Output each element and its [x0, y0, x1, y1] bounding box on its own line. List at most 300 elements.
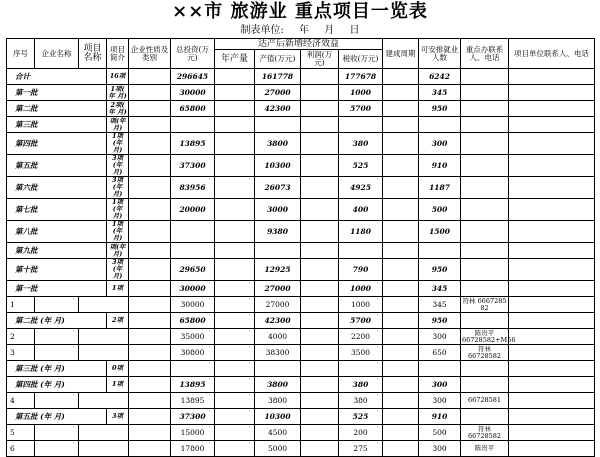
cell-contact-key — [461, 155, 509, 177]
cell-company — [35, 345, 79, 361]
cell-investment: 30000 — [171, 85, 215, 101]
cell-annual-output — [215, 313, 255, 329]
cell-output-value: 5000 — [255, 441, 301, 457]
cell-tax: 1000 — [339, 281, 383, 297]
cell-label: 第四批 — [7, 133, 107, 155]
cell-annual-output — [215, 361, 255, 377]
col-jobs: 可安排就业人数 — [419, 39, 461, 69]
cell-period — [383, 199, 419, 221]
cell-contact-key — [461, 85, 509, 101]
cell-investment: 13895 — [171, 393, 215, 409]
cell-period — [383, 101, 419, 117]
cell-tax — [339, 243, 383, 259]
cell-contact-key — [461, 377, 509, 393]
cell-intro: 1项(年 月) — [107, 133, 129, 155]
cell-contact-proj — [509, 281, 595, 297]
cell-profit — [301, 281, 339, 297]
cell-contact-key — [461, 133, 509, 155]
cell-jobs: 500 — [419, 199, 461, 221]
table-row — [7, 133, 595, 155]
cell-profit — [301, 409, 339, 425]
cell-contact-key: 陈贵平 — [461, 441, 509, 457]
cell-jobs: 345 — [419, 297, 461, 313]
cell-tax: 177678 — [339, 69, 383, 85]
cell-period — [383, 425, 419, 441]
cell-company — [35, 425, 79, 441]
cell-output-value: 12925 — [255, 259, 301, 281]
cell-investment: 37300 — [171, 155, 215, 177]
cell-period — [383, 221, 419, 243]
cell-label: 第二批 (年 月) — [7, 313, 107, 329]
cell-seq: 6 — [7, 441, 35, 457]
col-profit: 利润(万元) — [301, 50, 339, 69]
cell-annual-output — [215, 155, 255, 177]
cell-project — [79, 297, 129, 313]
cell-period — [383, 361, 419, 377]
cell-label: 第六批 — [7, 177, 107, 199]
cell-contact-key — [461, 281, 509, 297]
cell-seq: 5 — [7, 425, 35, 441]
cell-label: 第五批 (年 月) — [7, 409, 107, 425]
cell-label: 第十批 — [7, 259, 107, 281]
cell-contact-proj — [509, 259, 595, 281]
cell-jobs: 345 — [419, 85, 461, 101]
cell-profit — [301, 441, 339, 457]
cell-contact-key — [461, 409, 509, 425]
cell-jobs — [419, 243, 461, 259]
cell-intro: 1项 — [107, 377, 129, 393]
cell-intro: 0项 — [107, 361, 129, 377]
cell-profit — [301, 155, 339, 177]
cell-contact-key: 66728581 — [461, 393, 509, 409]
cell-tax: 1000 — [339, 85, 383, 101]
cell-output-value: 4000 — [255, 329, 301, 345]
cell-tax: 200 — [339, 425, 383, 441]
cell-tax: 5700 — [339, 101, 383, 117]
cell-period — [383, 313, 419, 329]
cell-tax: 380 — [339, 133, 383, 155]
cell-profit — [301, 377, 339, 393]
cell-nature — [129, 329, 171, 345]
cell-nature — [129, 361, 171, 377]
page-title: ××市 旅游业 重点项目一览表 — [172, 1, 428, 22]
cell-nature — [129, 85, 171, 101]
cell-annual-output — [215, 393, 255, 409]
cell-investment: 65800 — [171, 101, 215, 117]
cell-nature — [129, 117, 171, 133]
cell-profit — [301, 117, 339, 133]
cell-seq: 3 — [7, 345, 35, 361]
cell-jobs: 650 — [419, 345, 461, 361]
cell-intro: 2项( 年 月) — [108, 100, 127, 116]
table-row — [7, 69, 595, 85]
cell-tax: 525 — [339, 409, 383, 425]
table-row — [7, 377, 595, 393]
cell-tax: 400 — [339, 199, 383, 221]
cell-contact-key — [461, 313, 509, 329]
cell-output-value: 4500 — [255, 425, 301, 441]
cell-contact-key — [461, 117, 509, 133]
cell-contact-key — [461, 101, 509, 117]
cell-profit — [301, 297, 339, 313]
cell-intro: 1项 — [107, 281, 129, 297]
cell-period — [383, 345, 419, 361]
cell-company — [35, 297, 79, 313]
cell-period — [383, 155, 419, 177]
table-row — [7, 101, 595, 117]
cell-label: 第九批 — [7, 243, 107, 259]
cell-period — [383, 85, 419, 101]
col-period: 建成周期 — [383, 39, 419, 69]
cell-profit — [301, 313, 339, 329]
cell-tax — [339, 117, 383, 133]
cell-output-value: 38300 — [255, 345, 301, 361]
cell-output-value — [255, 243, 301, 259]
cell-annual-output — [215, 345, 255, 361]
cell-output-value: 27000 — [255, 281, 301, 297]
cell-contact-proj — [509, 243, 595, 259]
col-project: 项目名称 — [79, 39, 107, 69]
cell-investment: 65800 — [171, 313, 215, 329]
cell-nature — [129, 441, 171, 457]
cell-jobs: 1187 — [419, 177, 461, 199]
cell-tax: 275 — [339, 441, 383, 457]
cell-output-value — [255, 117, 301, 133]
cell-jobs: 300 — [419, 329, 461, 345]
table-body — [7, 69, 595, 457]
cell-nature — [129, 221, 171, 243]
cell-label: 第八批 — [7, 221, 107, 243]
cell-project — [79, 425, 129, 441]
cell-period — [383, 329, 419, 345]
cell-intro: 项(年 月) — [107, 117, 129, 133]
col-output-value: 产值(万元) — [255, 50, 301, 69]
cell-profit — [301, 85, 339, 101]
cell-investment: 13895 — [171, 377, 215, 393]
table-row — [7, 243, 595, 259]
cell-contact-key — [461, 361, 509, 377]
cell-tax: 5700 — [339, 313, 383, 329]
cell-contact-proj — [509, 69, 595, 85]
cell-period — [383, 409, 419, 425]
cell-jobs: 1500 — [419, 221, 461, 243]
table-row — [7, 199, 595, 221]
cell-tax: 1000 — [339, 297, 383, 313]
table-row — [7, 177, 595, 199]
cell-contact-proj — [509, 393, 595, 409]
cell-investment: 30000 — [171, 281, 215, 297]
cell-output-value: 10300 — [255, 155, 301, 177]
cell-jobs: 950 — [419, 313, 461, 329]
cell-output-value: 161778 — [255, 69, 301, 85]
cell-jobs: 950 — [419, 259, 461, 281]
cell-annual-output — [215, 259, 255, 281]
cell-contact-proj — [509, 313, 595, 329]
cell-investment: 13895 — [171, 133, 215, 155]
cell-investment: 15000 — [171, 425, 215, 441]
cell-investment: 37300 — [171, 409, 215, 425]
cell-seq: 2 — [7, 329, 35, 345]
table-row — [7, 345, 595, 361]
cell-investment: 296645 — [171, 69, 215, 85]
cell-intro: 1项(年 月) — [107, 221, 129, 243]
col-company: 企业名称 — [35, 39, 79, 69]
cell-jobs: 300 — [419, 377, 461, 393]
cell-profit — [301, 329, 339, 345]
col-tax: 税收(万元) — [339, 50, 383, 69]
cell-project — [79, 345, 129, 361]
cell-contact-proj — [509, 101, 595, 117]
table-row — [7, 393, 595, 409]
cell-jobs: 345 — [419, 281, 461, 297]
cell-contact-proj — [509, 361, 595, 377]
cell-nature — [129, 259, 171, 281]
cell-contact-proj — [509, 345, 595, 361]
cell-period — [383, 243, 419, 259]
cell-intro: 3项(年 月) — [107, 177, 129, 199]
cell-jobs: 910 — [419, 409, 461, 425]
cell-output-value: 42300 — [255, 101, 301, 117]
cell-annual-output — [215, 243, 255, 259]
table-row — [7, 85, 595, 101]
cell-period — [383, 393, 419, 409]
cell-contact-key — [461, 243, 509, 259]
unit-label: 制表单位: — [240, 25, 284, 36]
cell-investment: 30000 — [171, 297, 215, 313]
cell-annual-output — [215, 329, 255, 345]
cell-profit — [301, 393, 339, 409]
table-row — [7, 281, 595, 297]
table-row — [7, 425, 595, 441]
cell-annual-output — [215, 441, 255, 457]
cell-output-value: 3800 — [255, 133, 301, 155]
cell-contact-proj — [509, 329, 595, 345]
cell-investment: 20000 — [171, 199, 215, 221]
month-label: 月 — [324, 25, 335, 36]
cell-investment — [171, 117, 215, 133]
cell-profit — [301, 69, 339, 85]
cell-label: 第一批 — [7, 281, 107, 297]
cell-profit — [301, 177, 339, 199]
cell-jobs: 910 — [419, 155, 461, 177]
cell-intro: 16项 — [107, 69, 129, 85]
cell-period — [383, 377, 419, 393]
cell-intro: 3项(年 月) — [107, 155, 129, 177]
cell-profit — [301, 101, 339, 117]
cell-annual-output — [215, 281, 255, 297]
table-row — [7, 361, 595, 377]
cell-annual-output — [215, 133, 255, 155]
col-contact-proj: 项目单位联系人、电话 — [509, 39, 595, 69]
cell-contact-key: 符林 66728582 — [461, 345, 509, 361]
cell-jobs: 300 — [419, 133, 461, 155]
col-contact-key: 重点办联系人、电话 — [461, 39, 509, 69]
cell-period — [383, 441, 419, 457]
cell-output-value — [255, 361, 301, 377]
cell-tax — [339, 361, 383, 377]
cell-annual-output — [215, 409, 255, 425]
cell-contact-proj — [509, 377, 595, 393]
cell-annual-output — [215, 199, 255, 221]
cell-seq: 4 — [7, 393, 35, 409]
table-row — [7, 297, 595, 313]
cell-annual-output — [215, 101, 255, 117]
cell-annual-output — [215, 69, 255, 85]
cell-annual-output — [215, 377, 255, 393]
cell-profit — [301, 243, 339, 259]
cell-label: 第一批 — [7, 85, 107, 101]
cell-tax: 4925 — [339, 177, 383, 199]
cell-investment: 35000 — [171, 329, 215, 345]
col-annual-output: 年产量 — [215, 50, 255, 69]
cell-output-value: 3000 — [255, 199, 301, 221]
cell-profit — [301, 199, 339, 221]
table-row — [7, 441, 595, 457]
cell-period — [383, 117, 419, 133]
cell-label: 第三批 — [7, 117, 107, 133]
cell-nature — [129, 133, 171, 155]
cell-contact-proj — [509, 133, 595, 155]
cell-profit — [301, 259, 339, 281]
cell-tax: 2200 — [339, 329, 383, 345]
cell-project — [79, 441, 129, 457]
cell-contact-proj — [509, 425, 595, 441]
cell-contact-key: 符林 6667285 82 — [462, 296, 507, 312]
cell-period — [383, 259, 419, 281]
table-row — [7, 329, 595, 345]
cell-nature — [129, 69, 171, 85]
cell-label: 第七批 — [7, 199, 107, 221]
table-row — [7, 313, 595, 329]
cell-contact-proj — [509, 177, 595, 199]
cell-contact-key — [461, 69, 509, 85]
col-econ-group: 达产后新增经济效益 — [215, 39, 383, 50]
cell-contact-key — [461, 199, 509, 221]
cell-contact-proj — [509, 441, 595, 457]
cell-annual-output — [215, 221, 255, 243]
cell-nature — [129, 243, 171, 259]
cell-output-value: 10300 — [255, 409, 301, 425]
cell-label: 第四批 (年 月) — [7, 377, 107, 393]
cell-label: 第二批 — [7, 101, 107, 117]
table-row — [7, 409, 595, 425]
table-row — [7, 117, 595, 133]
cell-investment — [171, 221, 215, 243]
cell-jobs — [419, 117, 461, 133]
cell-jobs: 300 — [419, 393, 461, 409]
cell-profit — [301, 133, 339, 155]
cell-nature — [129, 313, 171, 329]
cell-profit — [301, 345, 339, 361]
cell-contact-key — [461, 221, 509, 243]
table-row — [7, 155, 595, 177]
cell-contact-proj — [509, 155, 595, 177]
cell-tax: 380 — [339, 393, 383, 409]
cell-jobs — [419, 361, 461, 377]
cell-contact-key: 符林 66728582 — [461, 425, 509, 441]
cell-intro: 1项( 年 月) — [108, 84, 127, 100]
cell-contact-proj — [509, 199, 595, 221]
cell-seq: 1 — [7, 297, 35, 313]
cell-nature — [129, 393, 171, 409]
cell-period — [383, 69, 419, 85]
cell-nature — [129, 281, 171, 297]
cell-contact-proj — [509, 297, 595, 313]
cell-contact-key: 陈贵平 66728582+M56 — [462, 328, 516, 344]
col-nature: 企业性质及类别 — [129, 39, 171, 69]
table-row — [7, 259, 595, 281]
cell-output-value: 3800 — [255, 393, 301, 409]
cell-jobs: 300 — [419, 441, 461, 457]
cell-annual-output — [215, 177, 255, 199]
cell-company — [35, 441, 79, 457]
cell-period — [383, 133, 419, 155]
cell-nature — [129, 409, 171, 425]
cell-contact-proj — [509, 409, 595, 425]
cell-nature — [129, 377, 171, 393]
cell-intro: 3项 — [107, 409, 129, 425]
day-label: 日 — [349, 25, 360, 36]
year-label: 年 — [299, 25, 310, 36]
col-seq: 序号 — [7, 39, 35, 69]
cell-investment: 30800 — [171, 345, 215, 361]
project-table — [6, 38, 595, 457]
cell-jobs: 6242 — [419, 69, 461, 85]
cell-output-value: 26073 — [255, 177, 301, 199]
cell-annual-output — [215, 85, 255, 101]
cell-profit — [301, 221, 339, 243]
cell-investment: 17800 — [171, 441, 215, 457]
cell-company — [35, 393, 79, 409]
cell-period — [383, 297, 419, 313]
col-investment: 总投资(万元) — [171, 39, 215, 69]
cell-intro: 项(年 月) — [107, 243, 129, 259]
cell-contact-key — [461, 177, 509, 199]
cell-profit — [301, 361, 339, 377]
cell-intro: 3项(年 月) — [107, 259, 129, 281]
cell-period — [383, 177, 419, 199]
cell-annual-output — [215, 297, 255, 313]
cell-investment — [171, 243, 215, 259]
cell-intro: 2项 — [107, 313, 129, 329]
cell-tax: 380 — [339, 377, 383, 393]
cell-contact-proj — [509, 221, 595, 243]
cell-output-value: 9380 — [255, 221, 301, 243]
cell-label: 第五批 — [7, 155, 107, 177]
cell-nature — [129, 425, 171, 441]
col-intro: 项目简介 — [107, 39, 129, 69]
cell-nature — [129, 101, 171, 117]
cell-investment: 83956 — [171, 177, 215, 199]
cell-jobs: 950 — [419, 101, 461, 117]
cell-nature — [129, 177, 171, 199]
cell-annual-output — [215, 425, 255, 441]
cell-profit — [301, 425, 339, 441]
subtitle-row — [0, 24, 600, 38]
cell-output-value: 27000 — [255, 297, 301, 313]
cell-annual-output — [215, 117, 255, 133]
cell-period — [383, 281, 419, 297]
table-row — [7, 221, 595, 243]
cell-output-value: 42300 — [255, 313, 301, 329]
cell-nature — [129, 297, 171, 313]
cell-company — [35, 329, 79, 345]
cell-nature — [129, 199, 171, 221]
cell-nature — [129, 345, 171, 361]
cell-jobs: 500 — [419, 425, 461, 441]
cell-output-value: 27000 — [255, 85, 301, 101]
cell-tax: 525 — [339, 155, 383, 177]
